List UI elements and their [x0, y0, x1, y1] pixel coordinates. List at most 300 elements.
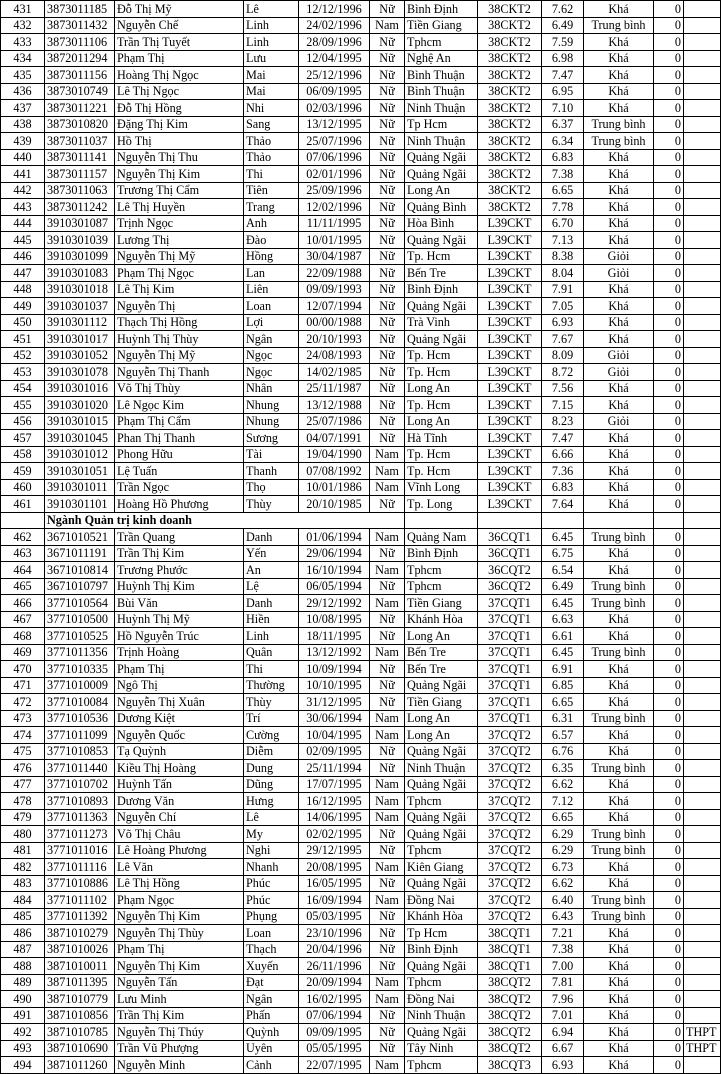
- student-id-cell: 3873011157: [45, 166, 115, 183]
- birthplace-cell: Bến Tre: [405, 265, 478, 282]
- gender-cell: Nữ: [370, 1024, 405, 1041]
- score-cell: 6.37: [542, 116, 584, 133]
- table-row: [1, 430, 721, 447]
- birthplace-cell: Tp Hcm: [405, 116, 478, 133]
- table-row: [1, 826, 721, 843]
- table-row: [1, 446, 721, 463]
- rank-cell: Trung bình: [584, 908, 654, 925]
- rank-cell: Trung bình: [584, 842, 654, 859]
- table-row: [1, 397, 721, 414]
- table-row: [1, 133, 721, 150]
- score-cell: 7.96: [542, 991, 584, 1008]
- student-id-cell: 3771010084: [45, 694, 115, 711]
- birthplace-cell: Tp. Long: [405, 496, 478, 513]
- class-code-cell: 37CQT2: [478, 809, 542, 826]
- score-cell: 7.15: [542, 397, 584, 414]
- zero-value-cell: 0: [654, 1, 684, 18]
- birth-date-cell: 20/10/1985: [299, 496, 370, 513]
- given-name-cell: Ngọc: [244, 364, 299, 381]
- birth-date-cell: 16/09/1994: [299, 892, 370, 909]
- family-name-cell: Trần Thị Tuyết: [115, 34, 244, 51]
- rank-cell: Khá: [584, 545, 654, 562]
- student-id-cell: 3873011221: [45, 100, 115, 117]
- birth-date-cell: 22/07/1995: [299, 1057, 370, 1074]
- gender-cell: Nam: [370, 809, 405, 826]
- row-number-cell: 440: [1, 149, 45, 166]
- class-code-cell: 38CKT2: [478, 149, 542, 166]
- row-number-cell: 480: [1, 826, 45, 843]
- family-name-cell: Hoàng Hồ Phương: [115, 496, 244, 513]
- gender-cell: Nữ: [370, 1, 405, 18]
- gender-cell: Nam: [370, 463, 405, 480]
- family-name-cell: Huỳnh Thị Kim: [115, 578, 244, 595]
- table-row: [1, 281, 721, 298]
- note-cell: [684, 710, 721, 727]
- row-number-cell: 475: [1, 743, 45, 760]
- row-number-cell: 462: [1, 529, 45, 546]
- birth-date-cell: 22/09/1988: [299, 265, 370, 282]
- given-name-cell: Đào: [244, 232, 299, 249]
- zero-value-cell: 0: [654, 974, 684, 991]
- gender-cell: Nam: [370, 17, 405, 34]
- score-cell: 6.57: [542, 727, 584, 744]
- row-number-cell: 463: [1, 545, 45, 562]
- given-name-cell: Lệ: [244, 578, 299, 595]
- class-code-cell: 36CQT2: [478, 562, 542, 579]
- zero-value-cell: 0: [654, 83, 684, 100]
- student-id-cell: 3871010690: [45, 1040, 115, 1057]
- rank-cell: Trung bình: [584, 595, 654, 612]
- score-cell: 6.29: [542, 842, 584, 859]
- birth-date-cell: 13/12/1995: [299, 116, 370, 133]
- rank-cell: Trung bình: [584, 17, 654, 34]
- note-cell: [684, 562, 721, 579]
- family-name-cell: Trần Vũ Phượng: [115, 1040, 244, 1057]
- given-name-cell: Thảo: [244, 133, 299, 150]
- birthplace-cell: Quảng Ngãi: [405, 776, 478, 793]
- table-row: [1, 545, 721, 562]
- family-name-cell: Kiều Thị Hoàng: [115, 760, 244, 777]
- birthplace-cell: Tp. Hcm: [405, 463, 478, 480]
- gender-cell: Nữ: [370, 215, 405, 232]
- row-number-cell: 484: [1, 892, 45, 909]
- birth-date-cell: 20/09/1994: [299, 974, 370, 991]
- birth-date-cell: 24/08/1993: [299, 347, 370, 364]
- score-cell: 6.73: [542, 859, 584, 876]
- row-number-cell: 455: [1, 397, 45, 414]
- class-code-cell: 37CQT2: [478, 760, 542, 777]
- student-id-cell: 3671010521: [45, 529, 115, 546]
- gender-cell: Nữ: [370, 941, 405, 958]
- row-number-cell: 487: [1, 941, 45, 958]
- class-code-cell: L39CKT: [478, 265, 542, 282]
- section-empty-cell: [584, 512, 654, 529]
- table-row: [1, 529, 721, 546]
- score-cell: 6.67: [542, 1040, 584, 1057]
- birth-date-cell: 11/11/1995: [299, 215, 370, 232]
- birthplace-cell: Long An: [405, 182, 478, 199]
- score-cell: 6.40: [542, 892, 584, 909]
- table-body: [1, 1, 721, 1074]
- row-number-cell: 442: [1, 182, 45, 199]
- birthplace-cell: Long An: [405, 727, 478, 744]
- family-name-cell: Lê Thị Huyền: [115, 199, 244, 216]
- rank-cell: Khá: [584, 149, 654, 166]
- class-code-cell: 37CQT1: [478, 710, 542, 727]
- birthplace-cell: Quảng Ngãi: [405, 149, 478, 166]
- birthplace-cell: Quảng Ngãi: [405, 743, 478, 760]
- class-code-cell: 38CQT2: [478, 1040, 542, 1057]
- table-row: [1, 17, 721, 34]
- zero-value-cell: 0: [654, 397, 684, 414]
- class-code-cell: 37CQT1: [478, 677, 542, 694]
- family-name-cell: Lưu Minh: [115, 991, 244, 1008]
- gender-cell: Nữ: [370, 413, 405, 430]
- row-number-cell: 432: [1, 17, 45, 34]
- row-number-cell: 486: [1, 925, 45, 942]
- family-name-cell: Võ Thị Thùy: [115, 380, 244, 397]
- birthplace-cell: Ninh Thuận: [405, 1007, 478, 1024]
- birthplace-cell: Quảng Ngãi: [405, 809, 478, 826]
- given-name-cell: Sang: [244, 116, 299, 133]
- row-number-cell: 485: [1, 908, 45, 925]
- family-name-cell: Trương Thị Cẩm: [115, 182, 244, 199]
- birth-date-cell: 13/12/1988: [299, 397, 370, 414]
- family-name-cell: Nguyễn Thị Thúy: [115, 1024, 244, 1041]
- zero-value-cell: 0: [654, 1057, 684, 1074]
- class-code-cell: L39CKT: [478, 446, 542, 463]
- score-cell: 7.21: [542, 925, 584, 942]
- note-cell: [684, 463, 721, 480]
- table-row: [1, 182, 721, 199]
- given-name-cell: Trang: [244, 199, 299, 216]
- table-row: [1, 347, 721, 364]
- birth-date-cell: 20/04/1996: [299, 941, 370, 958]
- note-cell: [684, 991, 721, 1008]
- birth-date-cell: 07/06/1994: [299, 1007, 370, 1024]
- birth-date-cell: 12/02/1996: [299, 199, 370, 216]
- student-id-cell: 3871010011: [45, 958, 115, 975]
- student-id-cell: 3771010525: [45, 628, 115, 645]
- zero-value-cell: 0: [654, 809, 684, 826]
- given-name-cell: Phúc: [244, 892, 299, 909]
- row-number-cell: 493: [1, 1040, 45, 1057]
- birth-date-cell: 17/07/1995: [299, 776, 370, 793]
- note-cell: [684, 83, 721, 100]
- family-name-cell: Nguyễn Thị Mỹ: [115, 248, 244, 265]
- family-name-cell: Phạm Thị Ngọc: [115, 265, 244, 282]
- note-cell: [684, 776, 721, 793]
- gender-cell: Nữ: [370, 611, 405, 628]
- birthplace-cell: Long An: [405, 380, 478, 397]
- birthplace-cell: Tp. Hcm: [405, 248, 478, 265]
- table-row: [1, 776, 721, 793]
- birthplace-cell: Long An: [405, 628, 478, 645]
- family-name-cell: Trần Quang: [115, 529, 244, 546]
- gender-cell: Nam: [370, 892, 405, 909]
- given-name-cell: Lê: [244, 1, 299, 18]
- rank-cell: Khá: [584, 100, 654, 117]
- rank-cell: Khá: [584, 776, 654, 793]
- given-name-cell: Quỳnh: [244, 1024, 299, 1041]
- birthplace-cell: Tphcm: [405, 842, 478, 859]
- note-cell: [684, 727, 721, 744]
- rank-cell: Khá: [584, 1, 654, 18]
- note-cell: [684, 941, 721, 958]
- table-row: [1, 149, 721, 166]
- given-name-cell: Ngân: [244, 331, 299, 348]
- family-name-cell: Lê Văn: [115, 859, 244, 876]
- given-name-cell: Mai: [244, 67, 299, 84]
- family-name-cell: Nguyễn Tấn: [115, 974, 244, 991]
- gender-cell: Nam: [370, 644, 405, 661]
- student-id-cell: 3910301099: [45, 248, 115, 265]
- class-code-cell: 38CKT2: [478, 199, 542, 216]
- section-empty-cell: [684, 512, 721, 529]
- score-cell: 8.23: [542, 413, 584, 430]
- given-name-cell: Dung: [244, 760, 299, 777]
- gender-cell: Nữ: [370, 166, 405, 183]
- family-name-cell: Nguyễn Quốc: [115, 727, 244, 744]
- birth-date-cell: 25/12/1996: [299, 67, 370, 84]
- score-cell: 6.83: [542, 479, 584, 496]
- birthplace-cell: Kiên Giang: [405, 859, 478, 876]
- given-name-cell: Yến: [244, 545, 299, 562]
- family-name-cell: Bùi Văn: [115, 595, 244, 612]
- zero-value-cell: 0: [654, 182, 684, 199]
- rank-cell: Khá: [584, 694, 654, 711]
- rank-cell: Trung bình: [584, 826, 654, 843]
- table-row: [1, 265, 721, 282]
- family-name-cell: Tạ Quỳnh: [115, 743, 244, 760]
- rank-cell: Khá: [584, 991, 654, 1008]
- gender-cell: Nữ: [370, 364, 405, 381]
- rank-cell: Khá: [584, 380, 654, 397]
- note-cell: [684, 925, 721, 942]
- given-name-cell: Lan: [244, 265, 299, 282]
- birthplace-cell: Trà Vinh: [405, 314, 478, 331]
- family-name-cell: Nguyễn Thị Kim: [115, 958, 244, 975]
- birthplace-cell: Long An: [405, 413, 478, 430]
- note-cell: [684, 809, 721, 826]
- class-code-cell: 38CQT2: [478, 1024, 542, 1041]
- rank-cell: Trung bình: [584, 578, 654, 595]
- rank-cell: Trung bình: [584, 892, 654, 909]
- rank-cell: Khá: [584, 1024, 654, 1041]
- birthplace-cell: Tphcm: [405, 578, 478, 595]
- class-code-cell: 38CQT2: [478, 974, 542, 991]
- family-name-cell: Phạm Thị: [115, 941, 244, 958]
- given-name-cell: Lê: [244, 809, 299, 826]
- class-code-cell: 38CKT2: [478, 182, 542, 199]
- family-name-cell: Nguyễn Thị Thu: [115, 149, 244, 166]
- zero-value-cell: 0: [654, 545, 684, 562]
- given-name-cell: Danh: [244, 595, 299, 612]
- birth-date-cell: 02/09/1995: [299, 743, 370, 760]
- student-id-cell: 3910301112: [45, 314, 115, 331]
- family-name-cell: Lương Thị: [115, 232, 244, 249]
- family-name-cell: Nguyễn Thị Kim: [115, 908, 244, 925]
- given-name-cell: Dũng: [244, 776, 299, 793]
- rank-cell: Khá: [584, 331, 654, 348]
- table-row: [1, 892, 721, 909]
- birth-date-cell: 20/08/1995: [299, 859, 370, 876]
- student-id-cell: 3771011363: [45, 809, 115, 826]
- birthplace-cell: Khánh Hòa: [405, 611, 478, 628]
- row-number-cell: 460: [1, 479, 45, 496]
- score-cell: 6.70: [542, 215, 584, 232]
- note-cell: [684, 908, 721, 925]
- family-name-cell: Huỳnh Tấn: [115, 776, 244, 793]
- table-row: [1, 991, 721, 1008]
- birthplace-cell: Đồng Nai: [405, 892, 478, 909]
- given-name-cell: Liên: [244, 281, 299, 298]
- gender-cell: Nữ: [370, 908, 405, 925]
- table-row: [1, 578, 721, 595]
- class-code-cell: 38CKT2: [478, 17, 542, 34]
- student-id-cell: 3910301017: [45, 331, 115, 348]
- rank-cell: Khá: [584, 661, 654, 678]
- rank-cell: Giỏi: [584, 248, 654, 265]
- zero-value-cell: 0: [654, 347, 684, 364]
- note-cell: [684, 380, 721, 397]
- rank-cell: Khá: [584, 34, 654, 51]
- row-number-cell: 449: [1, 298, 45, 315]
- zero-value-cell: 0: [654, 281, 684, 298]
- student-id-cell: 3910301039: [45, 232, 115, 249]
- student-id-cell: 3771010564: [45, 595, 115, 612]
- student-id-cell: 3910301020: [45, 397, 115, 414]
- rank-cell: Khá: [584, 83, 654, 100]
- rank-cell: Khá: [584, 628, 654, 645]
- birthplace-cell: Tp. Hcm: [405, 347, 478, 364]
- birthplace-cell: Vĩnh Long: [405, 479, 478, 496]
- row-number-cell: 464: [1, 562, 45, 579]
- zero-value-cell: 0: [654, 149, 684, 166]
- score-cell: 6.66: [542, 446, 584, 463]
- class-code-cell: 37CQT2: [478, 859, 542, 876]
- note-cell: [684, 199, 721, 216]
- family-name-cell: Nguyễn Thị: [115, 298, 244, 315]
- given-name-cell: Thi: [244, 166, 299, 183]
- note-cell: THPT: [684, 1040, 721, 1057]
- gender-cell: Nữ: [370, 430, 405, 447]
- score-cell: 7.47: [542, 430, 584, 447]
- birth-date-cell: 12/07/1994: [299, 298, 370, 315]
- gender-cell: Nam: [370, 529, 405, 546]
- zero-value-cell: 0: [654, 215, 684, 232]
- table-row: [1, 595, 721, 612]
- rank-cell: Khá: [584, 611, 654, 628]
- class-code-cell: L39CKT: [478, 479, 542, 496]
- zero-value-cell: 0: [654, 380, 684, 397]
- row-number-cell: 466: [1, 595, 45, 612]
- birthplace-cell: Bình Định: [405, 941, 478, 958]
- family-name-cell: Dương Kiệt: [115, 710, 244, 727]
- gender-cell: Nữ: [370, 83, 405, 100]
- class-code-cell: 38CQT2: [478, 1007, 542, 1024]
- note-cell: [684, 116, 721, 133]
- table-row: [1, 496, 721, 513]
- zero-value-cell: 0: [654, 479, 684, 496]
- rank-cell: Trung bình: [584, 116, 654, 133]
- given-name-cell: Nhi: [244, 100, 299, 117]
- gender-cell: Nam: [370, 446, 405, 463]
- class-code-cell: 38CKT2: [478, 83, 542, 100]
- given-name-cell: Nhung: [244, 397, 299, 414]
- gender-cell: Nữ: [370, 100, 405, 117]
- birthplace-cell: Ninh Thuận: [405, 760, 478, 777]
- table-row: [1, 116, 721, 133]
- row-number-cell: 483: [1, 875, 45, 892]
- rank-cell: Khá: [584, 67, 654, 84]
- family-name-cell: Nguyễn Thị Xuân: [115, 694, 244, 711]
- class-code-cell: 38CKT2: [478, 50, 542, 67]
- section-empty-cell: [478, 512, 542, 529]
- score-cell: 6.62: [542, 875, 584, 892]
- student-id-cell: 3873011037: [45, 133, 115, 150]
- table-row: [1, 941, 721, 958]
- table-row: [1, 1007, 721, 1024]
- zero-value-cell: 0: [654, 1024, 684, 1041]
- family-name-cell: Trần Thị Kim: [115, 1007, 244, 1024]
- note-cell: [684, 694, 721, 711]
- zero-value-cell: 0: [654, 463, 684, 480]
- birthplace-cell: Quảng Ngãi: [405, 298, 478, 315]
- zero-value-cell: 0: [654, 793, 684, 810]
- gender-cell: Nữ: [370, 314, 405, 331]
- table-row: [1, 710, 721, 727]
- birth-date-cell: 09/09/1995: [299, 1024, 370, 1041]
- student-id-cell: 3671011191: [45, 545, 115, 562]
- birth-date-cell: 18/11/1995: [299, 628, 370, 645]
- score-cell: 6.49: [542, 17, 584, 34]
- class-code-cell: L39CKT: [478, 496, 542, 513]
- birth-date-cell: 23/10/1996: [299, 925, 370, 942]
- note-cell: [684, 265, 721, 282]
- gender-cell: Nữ: [370, 298, 405, 315]
- given-name-cell: Nhân: [244, 380, 299, 397]
- gender-cell: Nữ: [370, 331, 405, 348]
- family-name-cell: Thạch Thị Hồng: [115, 314, 244, 331]
- given-name-cell: Thọ: [244, 479, 299, 496]
- table-row: [1, 727, 721, 744]
- rank-cell: Khá: [584, 199, 654, 216]
- note-cell: [684, 397, 721, 414]
- zero-value-cell: 0: [654, 694, 684, 711]
- birthplace-cell: Quảng Ngãi: [405, 677, 478, 694]
- row-number-cell: 473: [1, 710, 45, 727]
- zero-value-cell: 0: [654, 578, 684, 595]
- note-cell: [684, 1057, 721, 1074]
- note-cell: [684, 545, 721, 562]
- section-empty-cell: [542, 512, 584, 529]
- row-number-cell: 453: [1, 364, 45, 381]
- note-cell: [684, 892, 721, 909]
- birthplace-cell: Nghệ An: [405, 50, 478, 67]
- score-cell: 8.38: [542, 248, 584, 265]
- birthplace-cell: Quảng Bình: [405, 199, 478, 216]
- zero-value-cell: 0: [654, 529, 684, 546]
- class-code-cell: 38CKT2: [478, 1, 542, 18]
- class-code-cell: 38CKT2: [478, 133, 542, 150]
- note-cell: [684, 842, 721, 859]
- score-cell: 6.62: [542, 776, 584, 793]
- note-cell: [684, 281, 721, 298]
- score-cell: 6.43: [542, 908, 584, 925]
- class-code-cell: 36CQT1: [478, 545, 542, 562]
- birth-date-cell: 25/11/1987: [299, 380, 370, 397]
